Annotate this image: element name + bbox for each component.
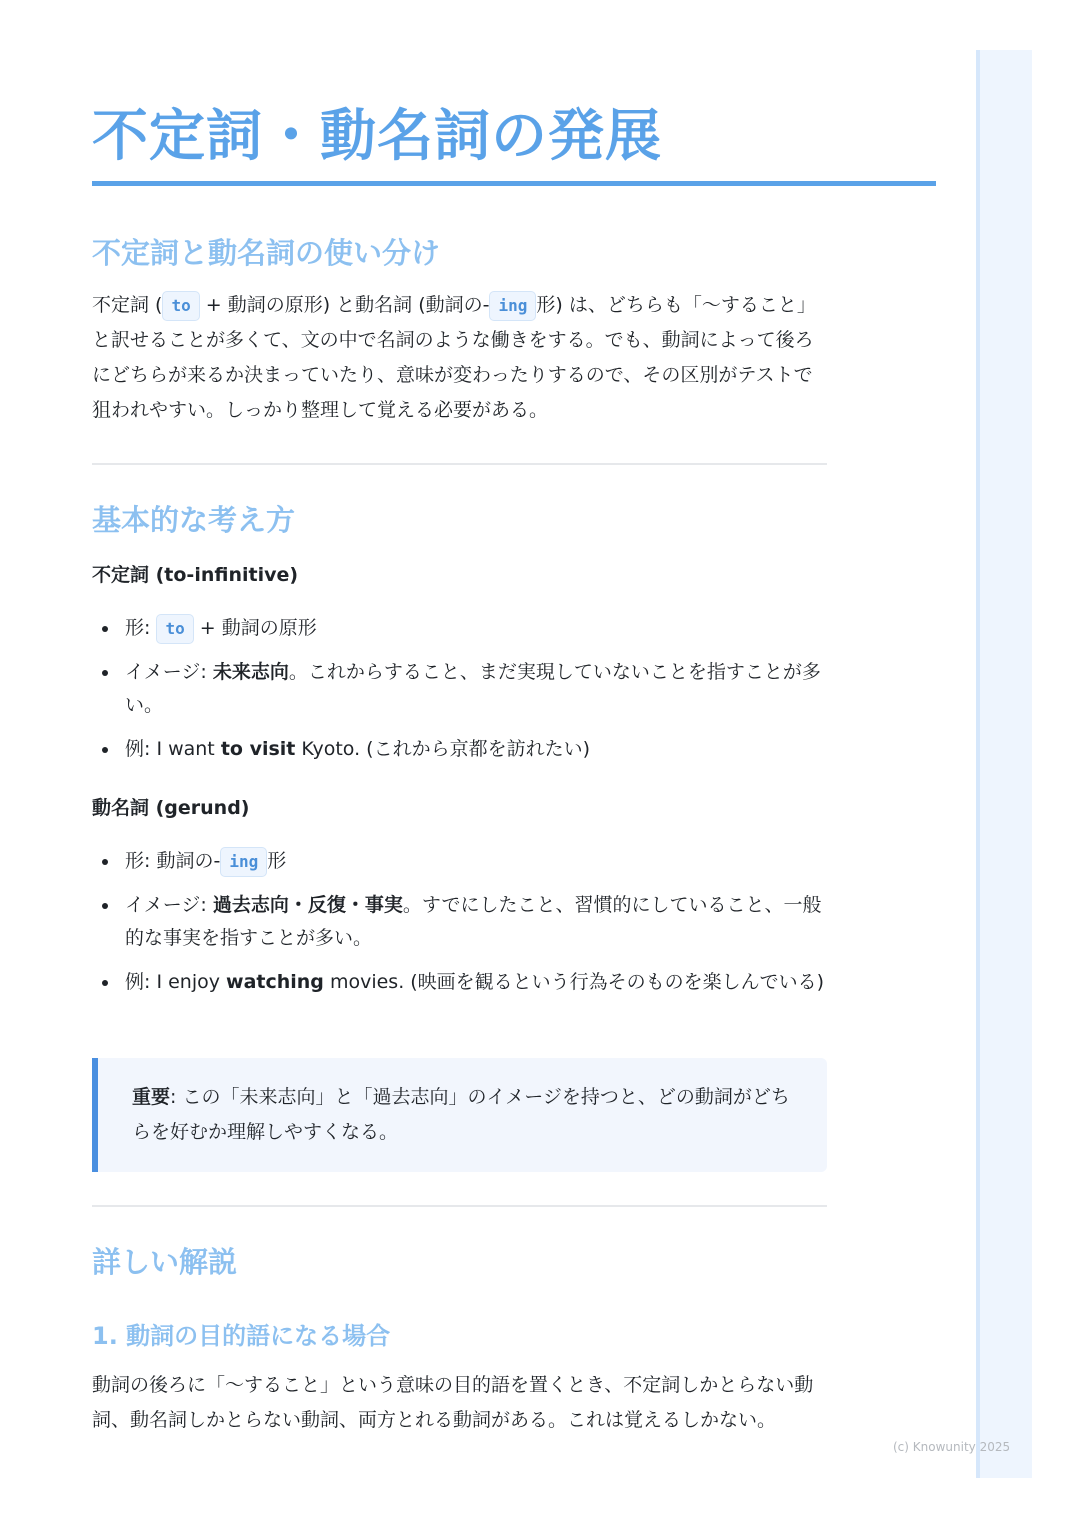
example-label: 例: I enjoy [125,971,227,993]
objects-paragraph: 動詞の後ろに「〜すること」という意味の目的語を置くとき、不定詞しかとらない動詞、動名詞しかとらない動詞、両方とれる動詞がある。これは覚えるしかない。 [92,1374,814,1431]
intro-text-1: 不定詞 ( [92,294,163,316]
copyright-text: (c) Knowunity 2025 [893,1440,1011,1454]
section-heading-basic: 基本的な考え方 [92,503,296,537]
section-divider [92,1205,827,1207]
intro-text-2: + 動詞の原形) と動名詞 (動詞の- [199,294,490,316]
example-label: 例: I want [125,738,221,760]
form-label: 形: 動詞の- [125,850,221,872]
list-item [92,966,827,999]
gerund-list [92,845,827,999]
code-to: to [156,614,193,644]
side-panel [976,50,1032,1478]
note-label: 重要 [132,1086,171,1108]
important-note [92,1058,827,1172]
list-item [92,733,827,766]
form-rest: 形 [267,850,287,872]
usage-intro-paragraph [92,288,827,428]
example-bold: to visit [220,738,296,760]
intro-text-3: 形) は、どちらも「〜すること」と訳せることが多くて、文の中で名詞のような働きをする。でも、動詞によって後ろにどちらが来るか決まっていたり、意味が変わったりするので、その区別がテストで狙われやすい。しっかり整理して覚える必要がある。 [92,294,816,421]
section-divider [92,463,827,465]
list-item [92,845,827,878]
list-item [92,612,827,645]
form-label: 形: [125,617,157,639]
page-title: 不定詞・動名詞の発展 [92,104,662,169]
infinitive-subheading: 不定詞 (to-infinitive) [92,564,299,586]
form-rest: + 動詞の原形 [193,617,317,639]
list-item [92,889,827,955]
section-heading-detail: 詳しい解説 [92,1245,238,1279]
example-bold: watching [226,971,324,993]
gerund-subheading: 動名詞 (gerund) [92,797,250,819]
list-item [92,656,827,722]
image-label: イメージ: [125,894,213,916]
image-bold: 未来志向 [212,661,289,683]
section-heading-usage: 不定詞と動名詞の使い分け [92,236,441,270]
infinitive-list [92,612,827,766]
note-text: : この「未来志向」と「過去志向」のイメージを持つと、どの動詞がどちらを好むか理解しやすくなる。 [132,1086,790,1143]
code-ing: ing [220,847,267,877]
image-label: イメージ: [125,661,213,683]
example-rest: Kyoto. (これから京都を訪れたい) [295,738,591,760]
image-bold: 過去志向・反復・事実 [212,894,403,916]
image-rest: 。すでにしたこと、習慣的にしていること、一般的な事実を指すことが多い。 [125,894,822,949]
title-underline [92,181,936,186]
code-ing: ing [489,291,536,321]
image-rest: 。これからすること、まだ実現していないことを指すことが多い。 [125,661,821,716]
example-rest: movies. (映画を観るという行為そのものを楽しんでいる) [323,971,825,993]
subsection-heading-objects: 1. 動詞の目的語になる場合 [92,1322,391,1350]
code-to: to [162,291,199,321]
